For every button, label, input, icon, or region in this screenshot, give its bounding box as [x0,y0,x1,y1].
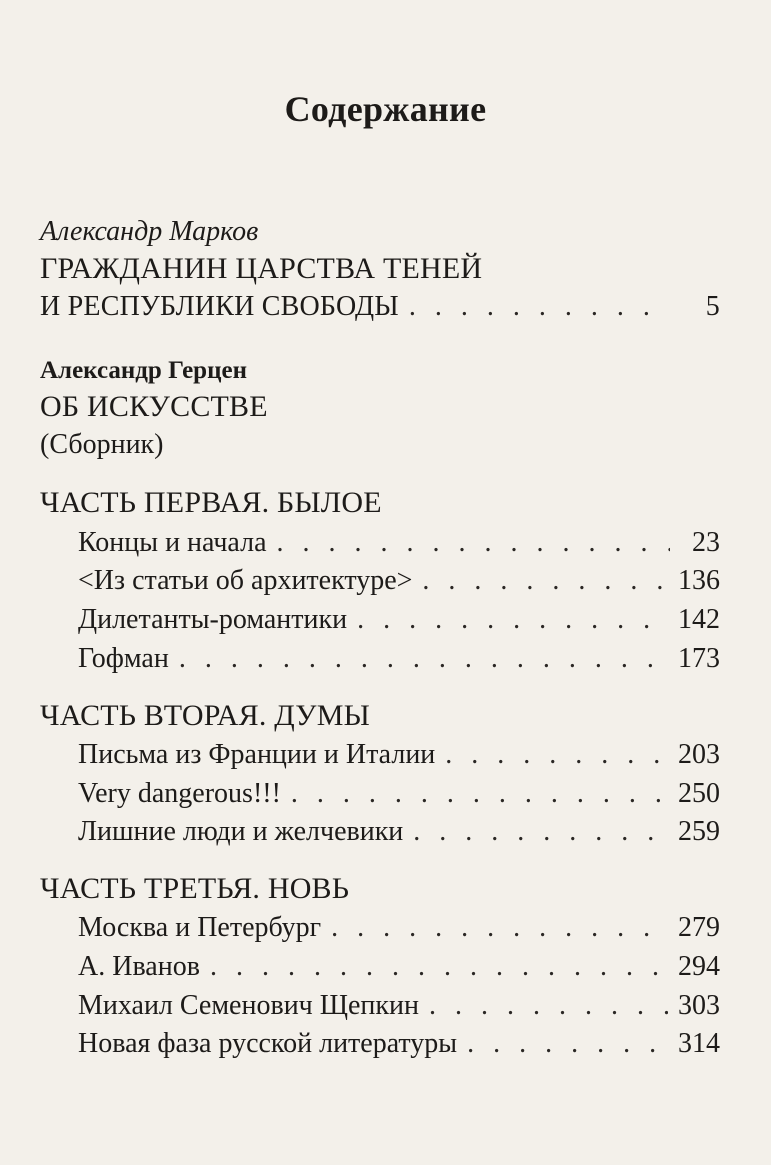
toc-entry[interactable] [78,991,720,1021]
toc-entry[interactable] [78,528,720,558]
collection-title: ОБ ИСКУССТВЕ [40,390,268,423]
toc-entry-page: 23 [692,527,720,558]
toc-entry-page: 173 [678,643,720,674]
leader-dots [409,292,670,322]
part-heading: ЧАСТЬ ПЕРВАЯ. БЫЛОЕ [40,486,382,519]
toc-entry-page: 5 [705,291,720,322]
toc-entry-title: <Из статьи об архитектуре> [78,565,413,596]
leader-dots [357,605,668,635]
toc-entry-title: Концы и начала [78,527,267,558]
part-heading: ЧАСТЬ ТРЕТЬЯ. НОВЬ [40,872,350,905]
toc-entry[interactable] [78,817,720,847]
toc-entry-intro[interactable] [40,292,720,322]
leader-dots [291,779,668,809]
toc-entry-page: 294 [678,951,720,982]
toc-entry-title: Москва и Петербург [78,912,322,943]
toc-entry[interactable] [78,913,720,943]
toc-entry[interactable] [78,779,720,809]
toc-entry[interactable] [78,644,720,674]
intro-author: Александр Марков [40,216,259,247]
leader-dots [331,913,668,943]
part-heading: ЧАСТЬ ВТОРАЯ. ДУМЫ [40,699,370,732]
toc-entry-page: 303 [678,990,720,1021]
toc-entry-page: 203 [678,739,720,770]
collection-author: Александр Герцен [40,357,247,384]
toc-entry-title: Дилетанты-романтики [78,604,348,635]
toc-entry-title: Новая фаза русской литературы [78,1028,458,1059]
toc-entry-page: 279 [678,912,720,943]
toc-entry[interactable] [78,1029,720,1059]
leader-dots [429,991,668,1021]
toc-entry-title: Письма из Франции и Италии [78,739,436,770]
leader-dots [277,528,671,558]
toc-entry[interactable] [78,566,720,596]
leader-dots [467,1029,668,1059]
toc-entry[interactable] [78,952,720,982]
toc-entry-page: 259 [678,816,720,847]
toc-entry-page: 314 [678,1028,720,1059]
intro-title-line1: ГРАЖДАНИН ЦАРСТВА ТЕНЕЙ [40,252,483,285]
toc-entry-title: И РЕСПУБЛИКИ СВОБОДЫ [40,291,399,322]
leader-dots [413,817,668,847]
leader-dots [210,952,668,982]
toc-entry-title: А. Иванов [78,951,200,982]
toc-entry[interactable] [78,740,720,770]
page-title: Содержание [284,89,487,129]
leader-dots [422,566,668,596]
leader-dots [179,644,668,674]
toc-entry-title: Лишние люди и желчевики [78,816,404,847]
toc-entry-page: 136 [678,565,720,596]
toc-entry[interactable] [78,605,720,635]
toc-entry-title: Very dangerous!!! [78,778,281,809]
toc-entry-title: Михаил Семенович Щепкин [78,990,419,1021]
toc-entry-page: 250 [678,778,720,809]
toc-entry-page: 142 [678,604,720,635]
toc-entry-title: Гофман [78,643,169,674]
leader-dots [445,740,668,770]
collection-subtitle: (Сборник) [40,429,164,460]
